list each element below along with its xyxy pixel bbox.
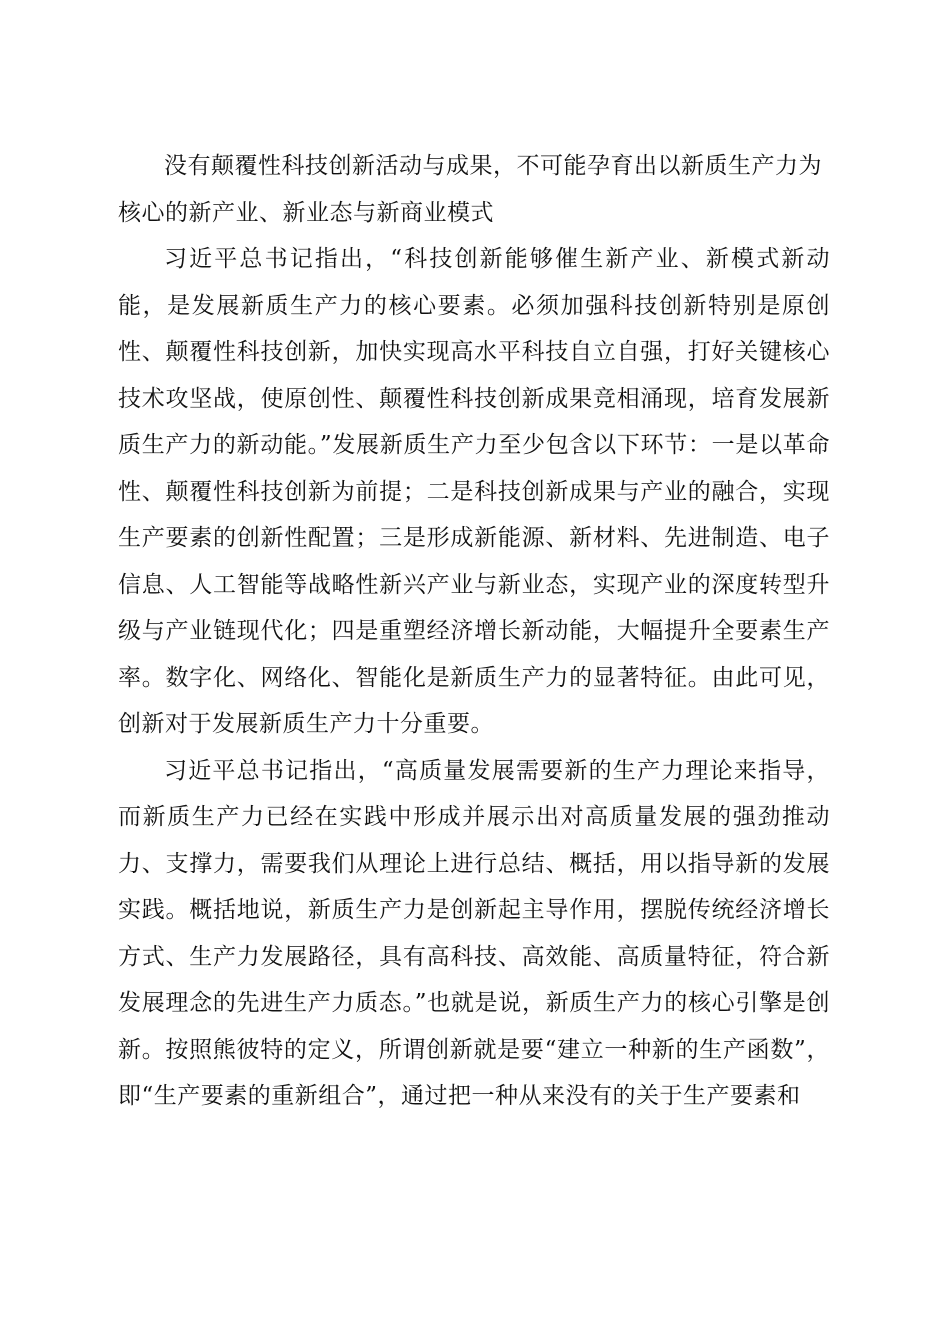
paragraph-tech-innovation: 习近平总书记指出，“科技创新能够催生新产业、新模式新动能，是发展新质生产力的核心要素。必须加强科技创新特别是原创性、颠覆性科技创新，加快实现高水平科技自立自强，打好关键核心技术攻坚战，使原创性、颠覆性科技创新成果竞相涌现，培育发展新质生产力的新动能。”发展新质生产力至少包含以下环节：一是以革命性、颠覆性科技创新为前提；二是科技创新成果与产业的融合，实现生产要素的创新性配置；三是形成新能源、新材料、先进制造、电子信息、人工智能等战略性新兴产业与新业态，实现产业的深度转型升级与产业链现代化；四是重塑经济增长新动能，大幅提升全要素生产率。数字化、网络化、智能化是新质生产力的显著特征。由此可见，创新对于发展新质生产力十分重要。 xyxy=(118,246,830,737)
paragraph-section-heading: 没有颠覆性科技创新活动与成果，不可能孕育出以新质生产力为核心的新产业、新业态与新商业模式 xyxy=(118,153,822,226)
document-body xyxy=(118,143,830,1120)
paragraph-high-quality-development: 习近平总书记指出，“高质量发展需要新的生产力理论来指导，而新质生产力已经在实践中形成并展示出对高质量发展的强劲推动力、支撑力，需要我们从理论上进行总结、概括，用以指导新的发展实践。概括地说，新质生产力是创新起主导作用，摆脱传统经济增长方式、生产力发展路径，具有高科技、高效能、高质量特征，符合新发展理念的先进生产力质态。”也就是说，新质生产力的核心引擎是创新。按照熊彼特的定义，所谓创新就是要“建立一种新的生产函数”，即“生产要素的重新组合”，通过把一种从来没有的关于生产要素和 xyxy=(118,757,830,1109)
